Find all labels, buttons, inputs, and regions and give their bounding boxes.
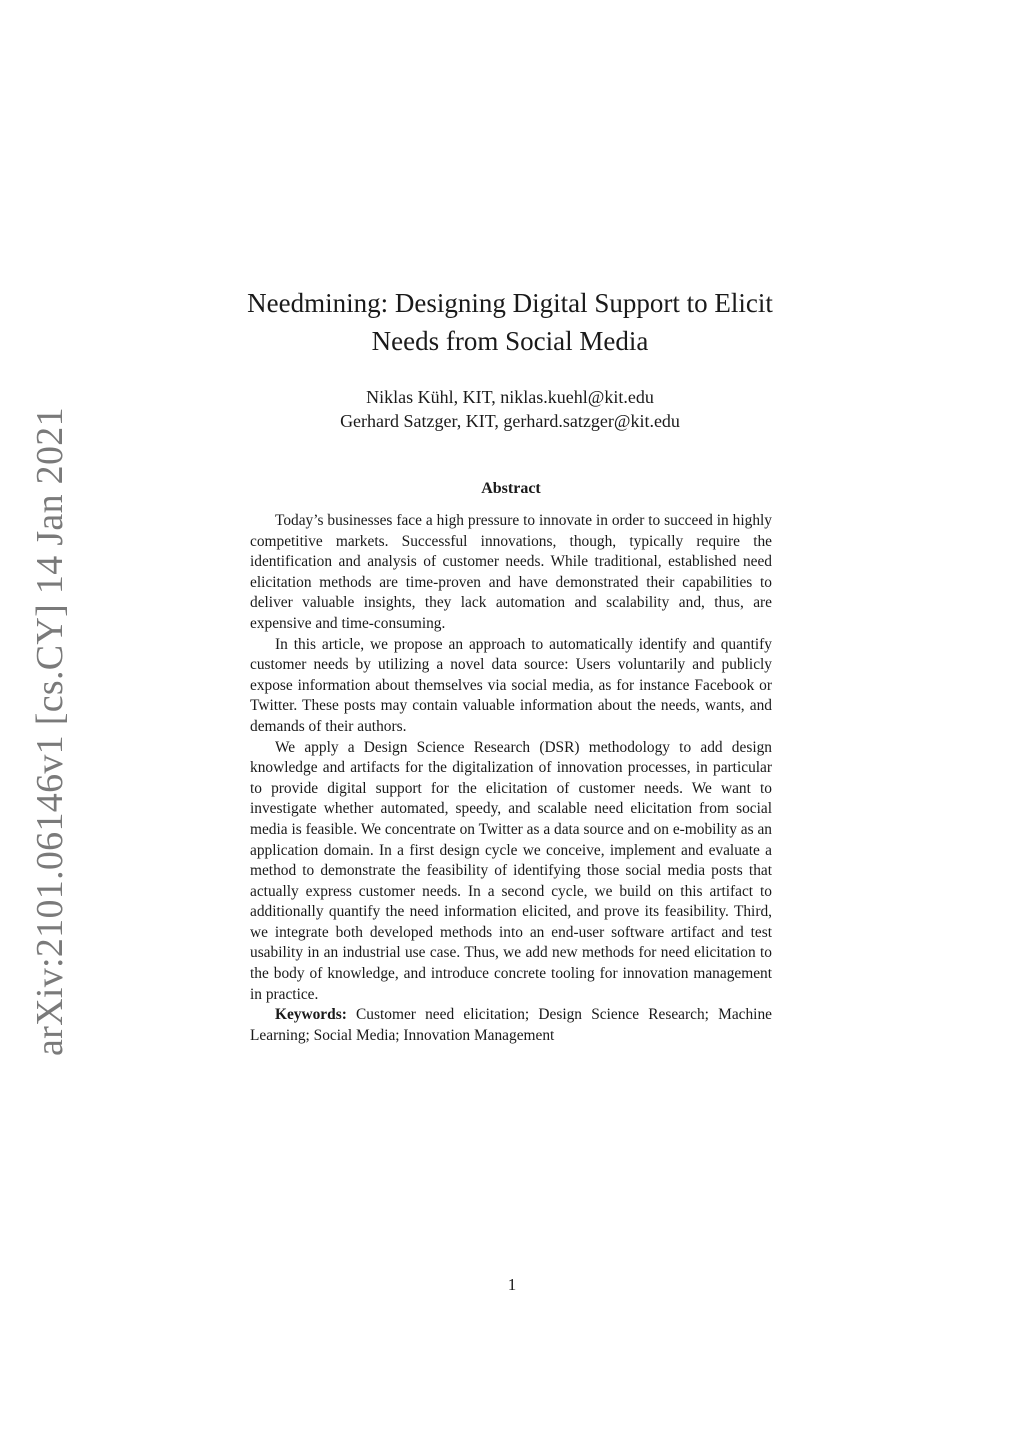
abstract-paragraph-2: In this article, we propose an approach to automatically identify and quantify customer needs by utilizing a novel data source: Users voluntarily and publicly expose information about themselves via social media, as for instance Facebook or Twitter. These posts may contain valuable information about the needs, wants, and demands of their authors. (250, 635, 772, 735)
abstract-paragraph-1: Today’s businesses face a high pressure to innovate in order to succeed in highly competitive markets. Successful innovations, though, typically require the identification and analysis of customer needs. While traditional, established need elicitation methods are time-proven and have demonstrated their capabilities to deliver valuable insights, they lack automation and scalability and, thus, are expensive and time-consuming. (250, 512, 772, 632)
title-line-2: Needs from Social Media (371, 326, 649, 356)
abstract-paragraph-3: We apply a Design Science Research (DSR) methodology to add design knowledge and artifacts for the digitalization of innovation processes, in particular to provide digital support for the elicitation of customer needs. We want to investigate whether automated, speedy, and scalable need elicitation from social media is feasible. We concentrate on Twitter as a data source and on e-mobility as an application domain. In a first design cycle we conceive, implement and evaluate a method to demonstrate the feasibility of identifying those social media posts that actually express customer needs. In a second cycle, we build on this artifact to additionally quantify the need information elicited, and prove its feasibility. Third, we integrate both developed methods into an end-user software artifact and test usability in an industrial use case. Thus, we add new methods for need elicitation to the body of knowledge, and introduce concrete tooling for innovation management in practice. (250, 738, 772, 1003)
keywords-label: Keywords: (275, 1006, 347, 1024)
abstract-body (250, 511, 772, 1046)
keywords-paragraph (250, 1005, 772, 1046)
author-2: Gerhard Satzger, KIT, gerhard.satzger@kit.edu (340, 411, 680, 431)
author-1: Niklas Kühl, KIT, niklas.kuehl@kit.edu (366, 387, 654, 407)
author-list (190, 385, 830, 433)
arxiv-identifier: arXiv:2101.06146v1 [cs.CY] 14 Jan 2021 (29, 407, 71, 1056)
title-line-1: Needmining: Designing Digital Support to Elicit (247, 288, 773, 318)
paper-title (190, 284, 830, 360)
keywords-text: Customer need elicitation; Design Science Research; Machine Learning; Social Media; Innovation Management (250, 1006, 772, 1044)
page-number: 1 (507, 1275, 517, 1294)
abstract-heading: Abstract (481, 480, 541, 497)
